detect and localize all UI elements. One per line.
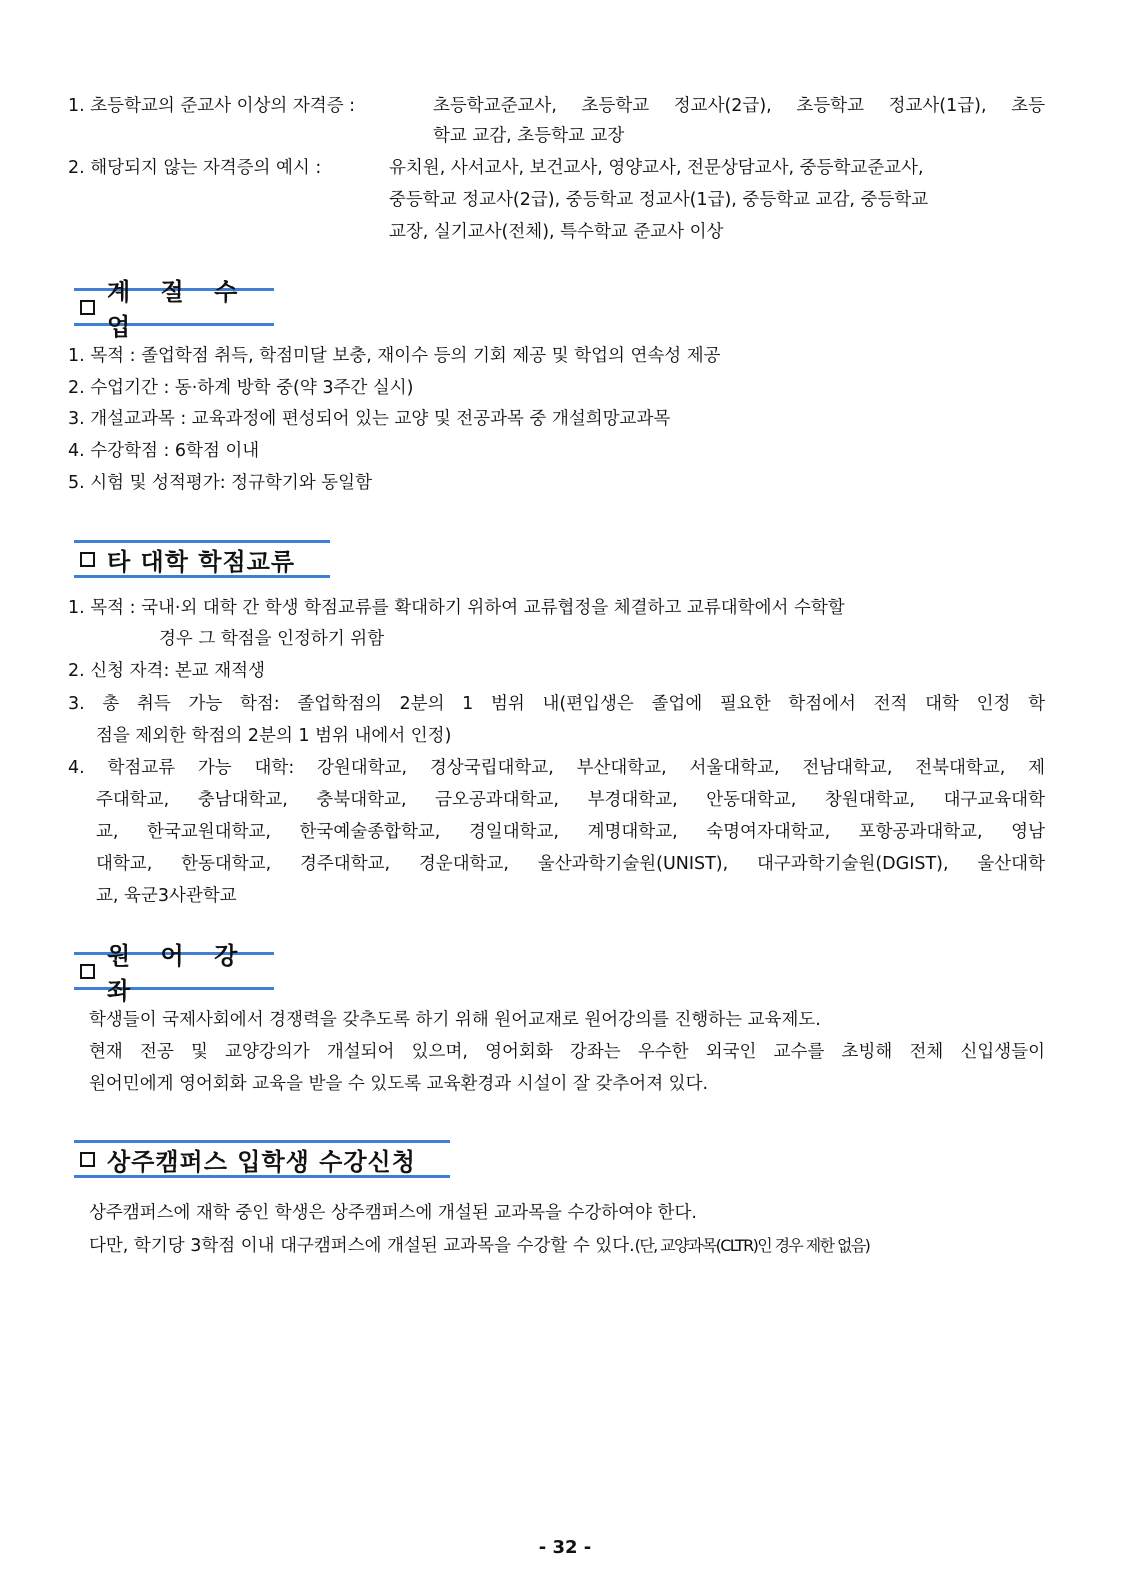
exchange-item1-line2: 경우 그 학점을 인정하기 위함 bbox=[159, 629, 385, 649]
intro-item1-value-line1: 초등학교준교사, 초등학교 정교사(2급), 초등학교 정교사(1급), 초등 bbox=[433, 96, 1045, 116]
checkbox-icon bbox=[80, 300, 95, 315]
section-title: 계 절 수 업 bbox=[107, 278, 249, 341]
exchange-item3-line2: 점을 제외한 학점의 2분의 1 범위 내에서 인정) bbox=[96, 726, 452, 746]
intro-item2-label: 2. 해당되지 않는 자격증의 예시 : bbox=[68, 158, 322, 178]
section-title: 타 대학 학점교류 bbox=[107, 547, 295, 576]
section-title: 원 어 강 좌 bbox=[107, 942, 249, 1005]
exchange-item3-line1: 3. 총 취득 가능 학점: 졸업학점의 2분의 1 범위 내(편입생은 졸업에 필요한 학점에서 전적 대학 인정 학 bbox=[68, 694, 1045, 714]
section-heading-native bbox=[74, 942, 274, 1005]
section-title: 상주캠퍼스 입학생 수강신청 bbox=[107, 1147, 416, 1176]
checkbox-icon bbox=[80, 964, 95, 979]
sangju-line2-note: (단, 교양과목(CLTR)인 경우 제한 없음) bbox=[634, 1236, 870, 1255]
sangju-line2-main: 다만, 학기당 3학점 이내 대구캠퍼스에 개설된 교과목을 수강할 수 있다. bbox=[89, 1236, 635, 1256]
intro-item2-value-line1: 유치원, 사서교사, 보건교사, 영양교사, 전문상담교사, 중등학교준교사, bbox=[389, 158, 924, 178]
section-heading-exchange bbox=[74, 540, 330, 578]
exchange-item4-line1: 4. 학점교류 가능 대학: 강원대학교, 경상국립대학교, 부산대학교, 서울대학교, 전남대학교, 전북대학교, 제 bbox=[68, 758, 1045, 778]
section-heading-sangju bbox=[74, 1140, 450, 1178]
seasonal-item: 1. 목적 : 졸업학점 취득, 학점미달 보충, 재이수 등의 기회 제공 및 학업의 연속성 제공 bbox=[68, 346, 721, 366]
intro-item1-label: 1. 초등학교의 준교사 이상의 자격증 : bbox=[68, 96, 356, 116]
seasonal-item: 5. 시험 및 성적평가: 정규학기와 동일함 bbox=[68, 473, 372, 493]
intro-item1-value-line2: 학교 교감, 초등학교 교장 bbox=[433, 126, 625, 146]
page-number: - 32 - bbox=[538, 1537, 592, 1558]
exchange-item4-line3: 교, 한국교원대학교, 한국예술종합학교, 경일대학교, 계명대학교, 숙명여자대학교, 포항공과대학교, 영남 bbox=[96, 822, 1045, 842]
intro-item2-value-line2: 중등학교 정교사(2급), 중등학교 정교사(1급), 중등학교 교감, 중등학교 bbox=[389, 190, 929, 210]
native-line3: 원어민에게 영어회화 교육을 받을 수 있도록 교육환경과 시설이 잘 갖추어져 있다. bbox=[89, 1074, 709, 1094]
sangju-line1: 상주캠퍼스에 재학 중인 학생은 상주캠퍼스에 개설된 교과목을 수강하여야 한다. bbox=[89, 1203, 697, 1223]
native-line2: 현재 전공 및 교양강의가 개설되어 있으며, 영어회화 강좌는 우수한 외국인 교수를 초빙해 전체 신입생들이 bbox=[89, 1042, 1045, 1062]
exchange-item4-line4: 대학교, 한동대학교, 경주대학교, 경운대학교, 울산과학기술원(UNIST), 대구과학기술원(DGIST), 울산대학 bbox=[96, 854, 1045, 874]
seasonal-item: 3. 개설교과목 : 교육과정에 편성되어 있는 교양 및 전공과목 중 개설희망교과목 bbox=[68, 409, 671, 429]
exchange-item2: 2. 신청 자격: 본교 재적생 bbox=[68, 661, 265, 681]
section-heading-seasonal bbox=[74, 278, 274, 341]
exchange-item4-line2: 주대학교, 충남대학교, 충북대학교, 금오공과대학교, 부경대학교, 안동대학교, 창원대학교, 대구교육대학 bbox=[96, 790, 1045, 810]
seasonal-item: 4. 수강학점 : 6학점 이내 bbox=[68, 441, 260, 461]
sangju-line2 bbox=[89, 1234, 869, 1258]
checkbox-icon bbox=[80, 1152, 95, 1167]
native-line1: 학생들이 국제사회에서 경쟁력을 갖추도록 하기 위해 원어교재로 원어강의를 진행하는 교육제도. bbox=[89, 1010, 821, 1030]
intro-item2-value-line3: 교장, 실기교사(전체), 특수학교 준교사 이상 bbox=[389, 222, 724, 242]
exchange-item4-line5: 교, 육군3사관학교 bbox=[96, 886, 237, 906]
exchange-item1-line1: 1. 목적 : 국내·외 대학 간 학생 학점교류를 확대하기 위하여 교류협정을 체결하고 교류대학에서 수학할 bbox=[68, 598, 845, 618]
checkbox-icon bbox=[80, 552, 95, 567]
seasonal-item: 2. 수업기간 : 동·하계 방학 중(약 3주간 실시) bbox=[68, 378, 414, 398]
